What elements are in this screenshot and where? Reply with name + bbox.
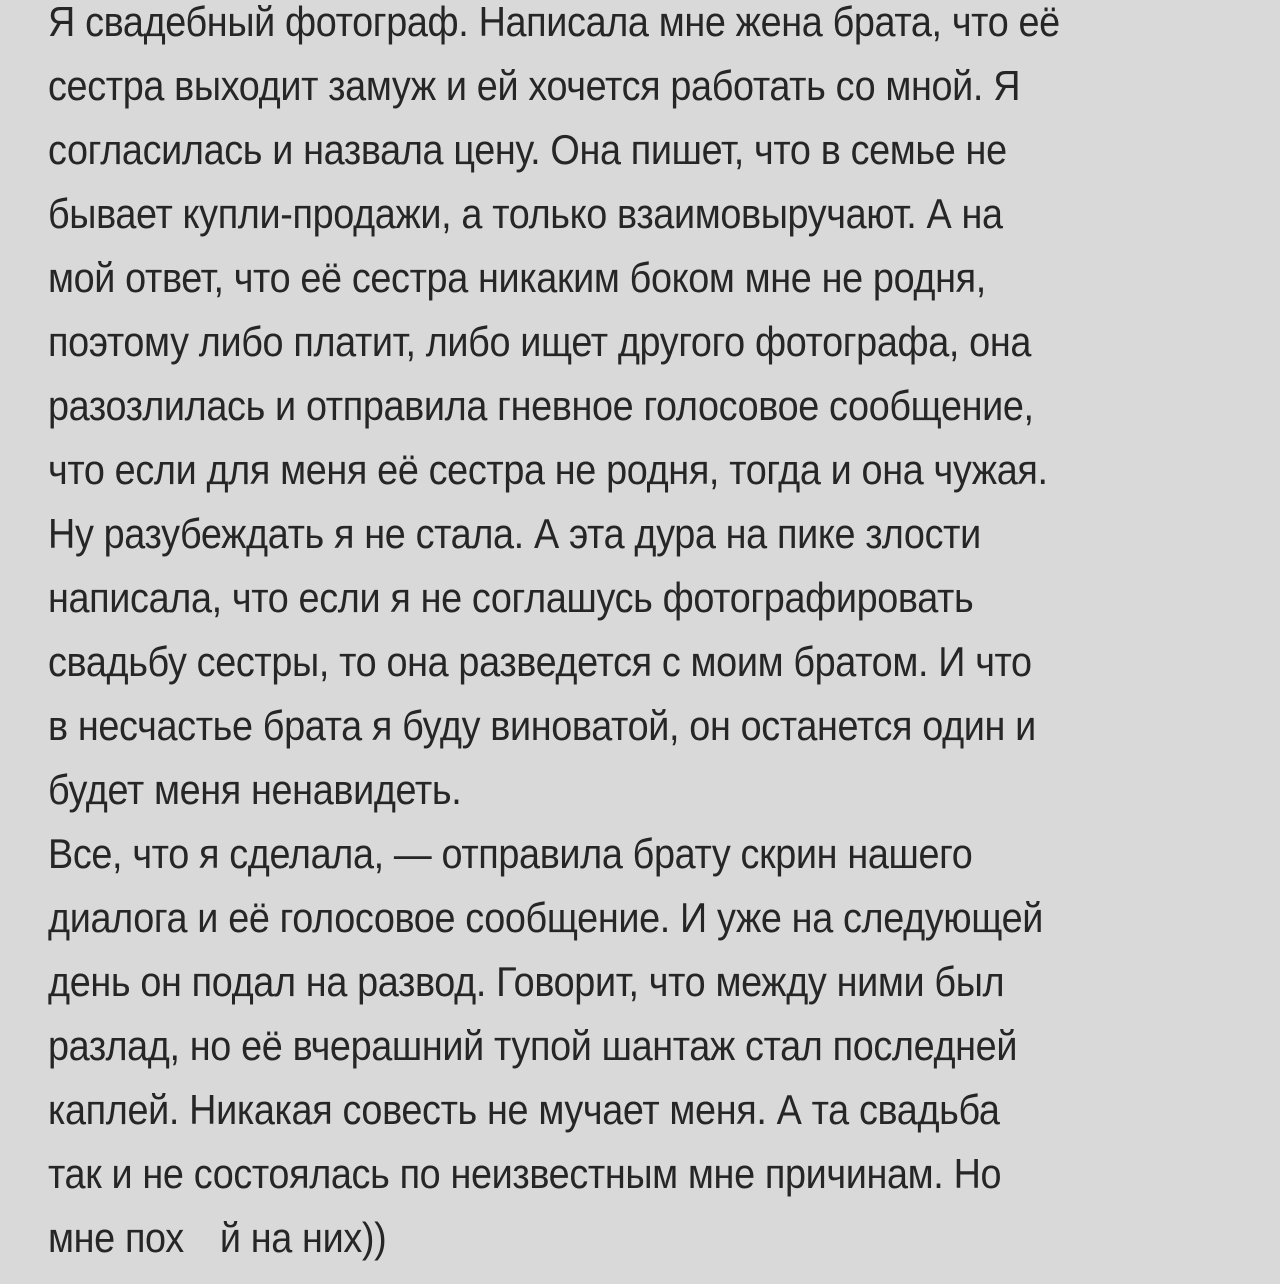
text-line: в несчастье брата я буду виноватой, он останется один и	[48, 702, 1036, 749]
text-line: написала, что если я не соглашусь фотографировать	[48, 574, 974, 621]
last-line-start: мне пох	[48, 1214, 184, 1261]
text-line: день он подал на развод. Говорит, что между ними был	[48, 958, 1005, 1005]
text-line: поэтому либо платит, либо ищет другого фотографа, она	[48, 318, 1032, 365]
text-line: диалога и её голосовое сообщение. И уже на следующей	[48, 894, 1044, 941]
text-line: согласилась и назвала цену. Она пишет, что в семье не	[48, 126, 1007, 173]
text-line: разлад, но её вчерашний тупой шантаж стал последней	[48, 1022, 1018, 1069]
post-text	[48, 0, 1240, 1270]
text-line: Все, что я сделала, — отправила брату скрин нашего	[48, 830, 973, 877]
text-line: сестра выходит замуж и ей хочется работать со мной. Я	[48, 62, 1021, 109]
text-line: будет меня ненавидеть.	[48, 766, 462, 813]
text-line: Ну разубеждать я не стала. А эта дура на пике злости	[48, 510, 981, 557]
text-line: разозлилась и отправила гневное голосовое сообщение,	[48, 382, 1034, 429]
text-line: так и не состоялась по неизвестным мне причинам. Но	[48, 1150, 1002, 1197]
text-line: Я свадебный фотограф. Написала мне жена брата, что её	[48, 0, 1060, 45]
text-line: каплей. Никакая совесть не мучает меня. А та свадьба	[48, 1086, 1000, 1133]
text-line: что если для меня её сестра не родня, тогда и она чужая.	[48, 446, 1048, 493]
text-line-last	[48, 1206, 1121, 1270]
text-line: бывает купли-продажи, а только взаимовыручают. А на	[48, 190, 1003, 237]
last-line-end: й на них))	[219, 1214, 387, 1261]
text-line: свадьбу сестры, то она разведется с моим братом. И что	[48, 638, 1032, 685]
text-line: мой ответ, что её сестра никаким боком мне не родня,	[48, 254, 986, 301]
